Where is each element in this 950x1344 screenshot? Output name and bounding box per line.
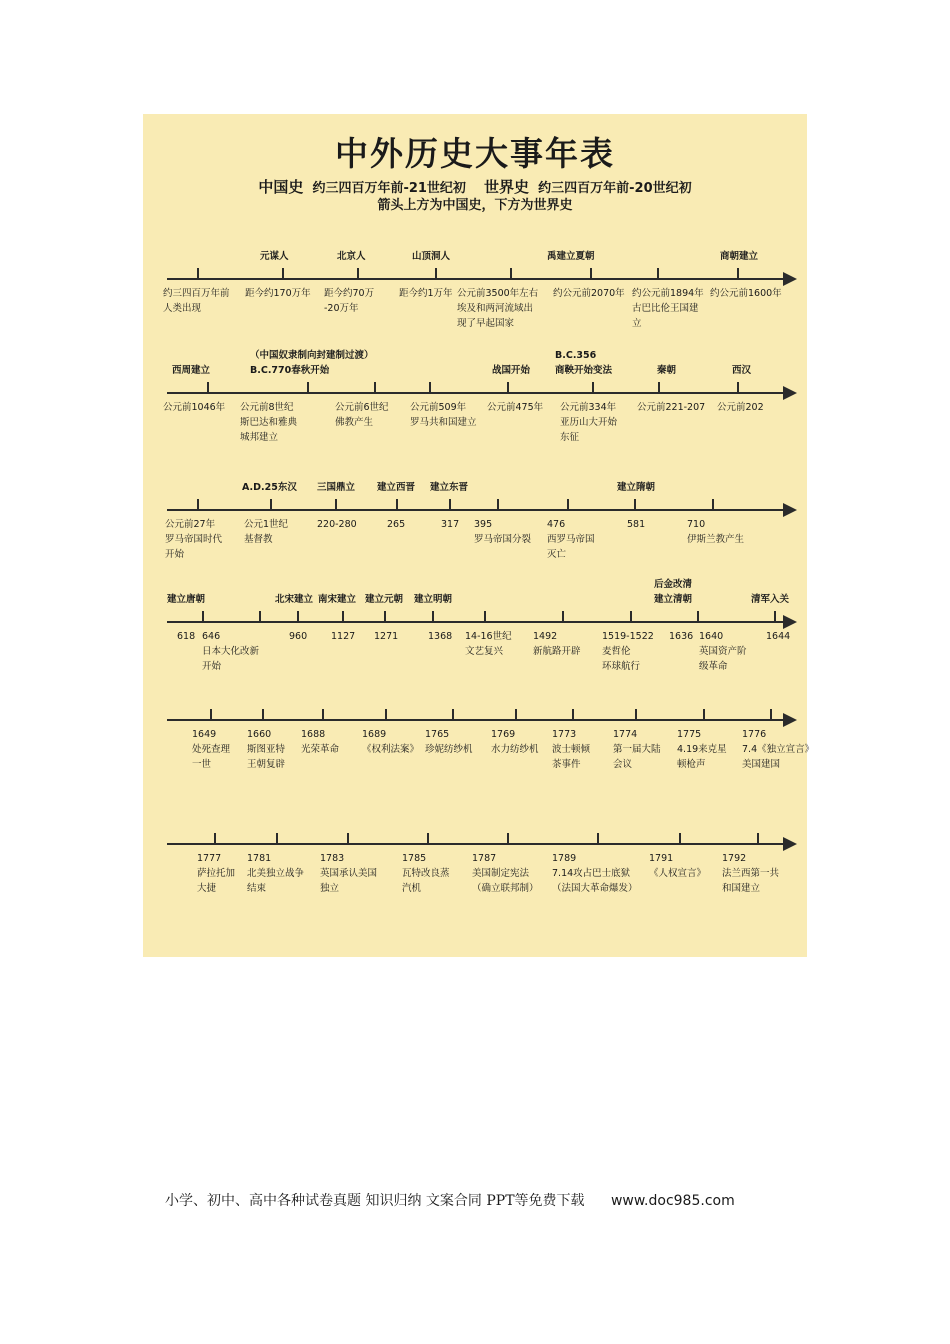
world-event-label: 约公元前1894年 古巴比伦王国建 立 [632, 288, 704, 329]
world-event-label: 1689 《权利法案》 [362, 729, 420, 755]
timeline-tick [590, 268, 592, 278]
timeline-tick [322, 709, 324, 719]
world-event-label: 1640 英国资产阶 级革命 [699, 631, 747, 672]
timeline-tick [737, 268, 739, 278]
timeline-tick [435, 268, 437, 278]
footer-url[interactable]: www.doc985.com [610, 1193, 735, 1209]
china-event-label: 建立东晋 [430, 482, 469, 493]
timeline-tick [282, 268, 284, 278]
timeline-tick [484, 611, 486, 621]
world-event-label: 1787 美国制定宪法 （确立联邦制） [472, 853, 539, 894]
timeline-tick [297, 611, 299, 621]
world-event-label: 1492 新航路开辟 [533, 631, 581, 657]
world-event-label: 618 [177, 631, 196, 642]
timeline-tick [703, 709, 705, 719]
china-event-label: 清军入关 [751, 594, 790, 605]
timeline-tick [737, 382, 739, 392]
timeline-tick [429, 382, 431, 392]
timeline-tick [697, 611, 699, 621]
china-history-label: 中国史 [258, 178, 304, 196]
china-event-label: 商朝建立 [720, 251, 759, 262]
world-event-label: 距今约1万年 [399, 288, 453, 299]
world-event-label: 1765 珍妮纺纱机 [425, 729, 473, 755]
world-event-label: 1769 水力纺纱机 [491, 729, 539, 755]
world-event-label: 公元前475年 [487, 402, 544, 413]
timeline-axis [167, 392, 785, 394]
timeline-tick [658, 382, 660, 392]
world-event-label: 公元前3500年左右 埃及和两河流域出 现了早起国家 [457, 288, 539, 329]
timeline-tick [374, 382, 376, 392]
timeline-tick [347, 833, 349, 843]
world-event-label: 1127 [331, 631, 356, 642]
world-event-label: 公元前1046年 [163, 402, 226, 413]
timeline-tick [510, 268, 512, 278]
timeline-tick [657, 268, 659, 278]
world-event-label: 距今约170万年 [245, 288, 311, 299]
world-event-label: 公元1世纪 基督教 [244, 519, 289, 545]
china-event-label: B.C.356 商鞅开始变法 [555, 350, 613, 376]
world-event-label: 1774 第一届大陆 会议 [613, 729, 661, 770]
world-event-label: 1773 波士顿倾 茶事件 [552, 729, 591, 770]
china-event-label: 后金改清 建立清朝 [654, 579, 693, 605]
world-event-label: 公元前27年 罗马帝国时代 开始 [165, 519, 223, 560]
footer-text: 小学、初中、高中各种试卷真题 知识归纳 文案合同 PPT等免费下载 [165, 1193, 585, 1209]
world-event-label: 1775 4.19来克星 顿枪声 [677, 729, 727, 770]
timeline-tick [214, 833, 216, 843]
world-event-label: 646 日本大化改新 开始 [202, 631, 260, 672]
world-event-label: 1776 7.4《独立宣言》 美国建国 [742, 729, 815, 770]
world-event-label: 1789 7.14攻占巴士底狱 （法国大革命爆发） [552, 853, 638, 894]
subtitle-note: 箭头上方为中国史，下方为世界史 [377, 198, 573, 213]
china-event-label: 山顶洞人 [412, 251, 451, 262]
world-event-label: 14-16世纪 文艺复兴 [465, 631, 512, 657]
china-event-label: 西周建立 [172, 365, 211, 376]
world-event-label: 公元前202 [717, 402, 764, 413]
timeline-tick [507, 833, 509, 843]
world-history-range: 约三四百万年前-20世纪初 [538, 181, 692, 196]
timeline-tick [712, 499, 714, 509]
world-event-label: 1660 斯图亚特 王朝复辟 [247, 729, 286, 770]
timeline-tick [562, 611, 564, 621]
timeline-axis [167, 621, 785, 623]
world-event-label: 1777 萨拉托加 大捷 [197, 853, 236, 894]
world-event-label: 1781 北美独立战争 结束 [247, 853, 305, 894]
timeline-tick [202, 611, 204, 621]
world-event-label: 约公元前2070年 [553, 288, 625, 299]
timeline-tick [774, 611, 776, 621]
world-event-label: 距今约70万 -20万年 [324, 288, 375, 314]
arrow-right-icon [783, 386, 797, 400]
poster-title: 中外历史大事年表 [335, 134, 615, 173]
china-event-label: （中国奴隶制向封建制过渡） B.C.770春秋开始 [250, 350, 374, 376]
china-event-label: 秦朝 [657, 365, 677, 376]
timeline-tick [515, 709, 517, 719]
china-event-label: 元谋人 [260, 251, 289, 262]
world-event-label: 1649 处死查理 一世 [192, 729, 231, 770]
timeline-tick [770, 709, 772, 719]
world-event-label: 1783 英国承认美国 独立 [320, 853, 378, 894]
timeline-axis [167, 278, 785, 280]
china-event-label: 建立唐朝 [167, 594, 206, 605]
arrow-right-icon [783, 837, 797, 851]
timeline-tick [276, 833, 278, 843]
world-event-label: 581 [627, 519, 646, 530]
world-event-label: 710 伊斯兰教产生 [687, 519, 745, 545]
timeline-tick [432, 611, 434, 621]
timeline-tick [396, 499, 398, 509]
world-event-label: 约公元前1600年 [710, 288, 782, 299]
timeline-tick [335, 499, 337, 509]
timeline-tick [262, 709, 264, 719]
timeline-tick [384, 611, 386, 621]
timeline-axis [167, 509, 785, 511]
world-event-label: 公元前509年 罗马共和国建立 [410, 402, 477, 428]
world-event-label: 960 [289, 631, 308, 642]
world-event-label: 265 [387, 519, 406, 530]
china-event-label: 建立隋朝 [617, 482, 656, 493]
world-event-label: 317 [441, 519, 460, 530]
china-event-label: 建立西晋 [377, 482, 416, 493]
world-event-label: 1792 法兰西第一共 和国建立 [722, 853, 780, 894]
timeline-poster [143, 114, 815, 957]
arrow-right-icon [783, 272, 797, 286]
timeline-tick [385, 709, 387, 719]
timeline-tick [452, 709, 454, 719]
arrow-right-icon [783, 713, 797, 727]
world-event-label: 1791 《人权宣言》 [649, 853, 707, 879]
world-event-label: 公元前221-207 [637, 402, 706, 413]
china-event-label: 禹建立夏朝 [547, 251, 595, 262]
timeline-tick [497, 499, 499, 509]
timeline-tick [634, 499, 636, 509]
timeline-tick [259, 611, 261, 621]
timeline-tick [635, 709, 637, 719]
timeline-tick [357, 268, 359, 278]
world-event-label: 1368 [428, 631, 453, 642]
world-event-label: 公元前334年 亚历山大开始 东征 [560, 402, 618, 443]
timeline-axis [167, 719, 785, 721]
china-history-range: 约三四百万年前-21世纪初 [312, 181, 466, 196]
world-event-label: 476 西罗马帝国 灭亡 [547, 519, 595, 560]
china-event-label: 建立元朝 [365, 594, 404, 605]
timeline-tick [449, 499, 451, 509]
world-event-label: 1519-1522 麦哲伦 环球航行 [602, 631, 654, 672]
timeline-tick [427, 833, 429, 843]
timeline-tick [679, 833, 681, 843]
timeline-tick [270, 499, 272, 509]
china-event-label: 建立明朝 [414, 594, 453, 605]
timeline-tick [197, 268, 199, 278]
arrow-right-icon [783, 503, 797, 517]
timeline-tick [507, 382, 509, 392]
china-event-label: A.D.25东汉 [242, 482, 297, 493]
world-event-label: 公元前8世纪 斯巴达和雅典 城邦建立 [240, 402, 298, 443]
world-event-label: 1644 [766, 631, 791, 642]
page-footer [165, 1190, 735, 1210]
timeline-tick [592, 382, 594, 392]
china-event-label: 西汉 [732, 365, 752, 376]
world-history-label: 世界史 [484, 178, 530, 196]
world-event-label: 1688 光荣革命 [301, 729, 340, 755]
world-event-label: 395 罗马帝国分裂 [474, 519, 532, 545]
world-event-label: 220-280 [317, 519, 357, 530]
arrow-right-icon [783, 615, 797, 629]
world-event-label: 1271 [374, 631, 399, 642]
timeline-tick [567, 499, 569, 509]
world-event-label: 约三四百万年前 人类出现 [163, 288, 230, 314]
china-event-label: 三国鼎立 [317, 482, 356, 493]
china-event-label: 北京人 [337, 251, 366, 262]
world-event-label: 公元前6世纪 佛教产生 [335, 402, 389, 428]
timeline-tick [197, 499, 199, 509]
china-event-label: 战国开始 [492, 365, 531, 376]
timeline-axis [167, 843, 785, 845]
timeline-tick [307, 382, 309, 392]
timeline-tick [630, 611, 632, 621]
world-event-label: 1636 [669, 631, 694, 642]
timeline-tick [597, 833, 599, 843]
timeline-tick [207, 382, 209, 392]
world-event-label: 1785 瓦特改良蒸 汽机 [402, 853, 450, 894]
china-event-label: 北宋建立 [275, 594, 314, 605]
timeline-tick [572, 709, 574, 719]
china-event-label: 南宋建立 [318, 594, 357, 605]
timeline-tick [342, 611, 344, 621]
timeline-tick [757, 833, 759, 843]
timeline-tick [210, 709, 212, 719]
